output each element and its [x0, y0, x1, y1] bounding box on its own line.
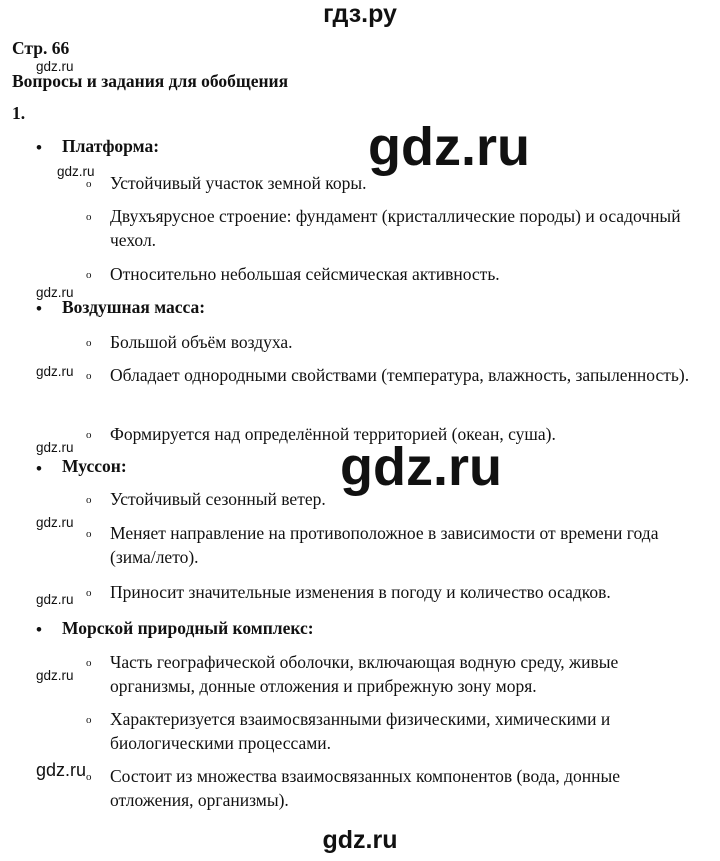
watermark-footer: gdz.ru [322, 826, 398, 854]
term-point: Большой объём воздуха. [110, 332, 293, 352]
term-title: Платформа: [62, 136, 160, 156]
watermark: gdz.ru [36, 668, 74, 683]
watermark: gdz.ru [36, 364, 74, 379]
watermark: gdz.ru [36, 59, 74, 74]
sub-bullet: o [86, 269, 92, 281]
term-point: Устойчивый участок земной коры. [110, 173, 367, 193]
term-point: Приносит значительные изменения в погоду и количество осадков. [110, 582, 611, 602]
task-number: 1. [12, 103, 26, 123]
watermark: gdz.ru [57, 164, 95, 179]
sub-bullet: o [86, 337, 92, 349]
sub-bullet: o [86, 587, 92, 599]
bullet: • [36, 459, 42, 478]
term-point: Меняет направление на противоположное в зависимости от времени года (зима/лето). [110, 523, 659, 567]
bullet: • [36, 620, 42, 639]
term-point: Состоит из множества взаимосвязанных компонентов (вода, донные отложения, организмы). [110, 766, 621, 810]
sub-bullet: o [86, 429, 92, 441]
term-point: Устойчивый сезонный ветер. [110, 489, 326, 509]
watermark-large: gdz.ru [368, 117, 530, 177]
section-title: Вопросы и задания для обобщения [12, 71, 289, 91]
sub-bullet: o [86, 657, 92, 669]
term-point: Относительно небольшая сейсмическая активность. [110, 264, 500, 284]
term-point: Характеризуется взаимосвязанными физическими, химическими и биологическими процессами. [110, 709, 611, 753]
sub-bullet: o [86, 211, 92, 223]
term-point: Обладает однородными свойствами (температура, влажность, запыленность). [110, 365, 690, 385]
watermark: gdz.ru [36, 440, 74, 455]
sub-bullet: o [86, 771, 92, 783]
watermark: gdz.ru [36, 592, 74, 607]
sub-bullet: o [86, 370, 92, 382]
bullet: • [36, 299, 42, 318]
term-point: Формируется над определённой территорией (океан, суша). [110, 424, 556, 444]
watermark: gdz.ru [36, 515, 74, 530]
sub-bullet: o [86, 178, 92, 190]
watermark-large: gdz.ru [340, 437, 502, 497]
term-point: Часть географической оболочки, включающая водную среду, живые организмы, донные отложения и прибрежную зону моря. [110, 652, 619, 696]
watermark: gdz.ru [36, 760, 87, 780]
sub-bullet: o [86, 528, 92, 540]
bullet: • [36, 138, 42, 157]
watermark: gdz.ru [36, 285, 74, 300]
page-label: Стр. 66 [12, 38, 70, 58]
sub-bullet: o [86, 714, 92, 726]
term-title: Муссон: [62, 456, 127, 476]
sub-bullet: o [86, 494, 92, 506]
site-title: гдз.ру [323, 0, 397, 28]
term-title: Воздушная масса: [62, 297, 206, 317]
term-title: Морской природный комплекс: [62, 618, 314, 638]
term-point: Двухъярусное строение: фундамент (кристаллические породы) и осадочный чехол. [110, 206, 681, 250]
